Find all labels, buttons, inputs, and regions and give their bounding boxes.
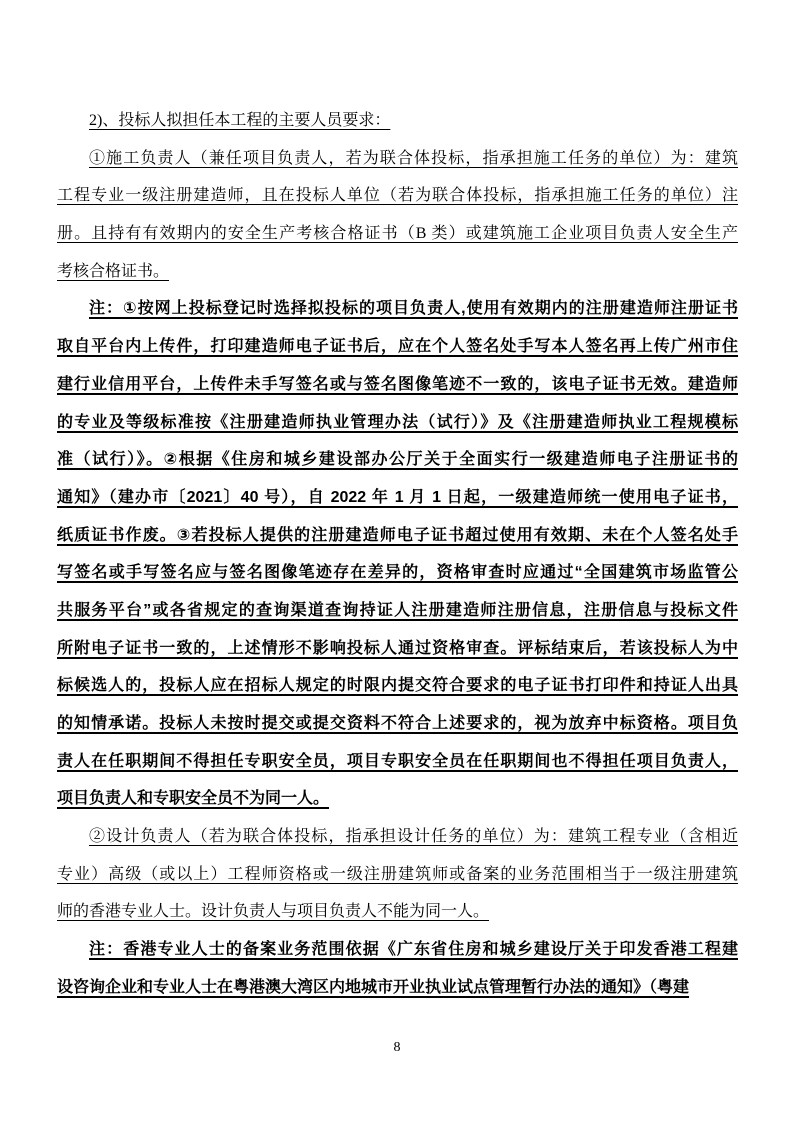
text-line: 通知》（建办市〔2021〕40 号），自 2022 年 1 月 1 日起，一级建造师统一使用电子证书， <box>57 488 738 506</box>
text-line: 考核合格证书。 <box>57 262 170 280</box>
text-line: 标候选人的，投标人应在招标人规定的时限内提交符合要求的电子证书打印件和持证人出具 <box>57 677 738 695</box>
text-line: 册。且持有有效期内的安全生产考核合格证书（B 类）或建筑施工企业项目负责人安全生产 <box>57 225 738 243</box>
text-line: 建行业信用平台，上传件未手写签名或与签名图像笔迹不一致的，该电子证书无效。建造师 <box>57 375 738 393</box>
page-number: 8 <box>393 1040 401 1055</box>
text-line: 注：①按网上投标登记时选择拟投标的项目负责人,使用有效期内的注册建造师注册证书 <box>89 300 738 318</box>
paragraph-personnel-requirements-heading <box>57 102 738 140</box>
paragraph-construction-leader-requirement <box>57 140 738 291</box>
text-line: 写签名或手写签名应与签名图像笔迹存在差异的，资格审查时应通过“全国建筑市场监管公 <box>57 564 738 582</box>
text-line: 工程专业一级注册建造师，且在投标人单位（若为联合体投标，指承担施工任务的单位）注 <box>57 187 738 205</box>
text-line: ②设计负责人（若为联合体投标，指承担设计任务的单位）为：建筑工程专业（含相近 <box>89 828 738 846</box>
document-body <box>57 102 738 1007</box>
text-line: 的专业及等级标准按《注册建造师执业管理办法（试行）》及《注册建造师执业工程规模标 <box>57 413 738 431</box>
paragraph-construction-leader-note <box>57 290 738 818</box>
text-line: 取自平台内上传件，打印建造师电子证书后，应在个人签名处手写本人签名再上传广州市住 <box>57 338 738 356</box>
text-line: 2)、投标人拟担任本工程的主要人员要求： <box>89 112 391 129</box>
text-line: 所附电子证书一致的，上述情形不影响投标人通过资格审查。评标结束后，若该投标人为中 <box>57 639 738 657</box>
text-line: 设咨询企业和专业人士在粤港澳大湾区内地城市开业执业试点管理暂行办法的通知》（粤建 <box>57 978 690 996</box>
paragraph-hk-professional-note <box>57 931 738 1006</box>
text-line: 师的香港专业人士。设计负责人与项目负责人不能为同一人。 <box>57 903 490 921</box>
text-line: 项目负责人和专职安全员不为同一人。 <box>57 790 330 808</box>
page-footer <box>0 1038 794 1056</box>
text-line: 注：香港专业人士的备案业务范围依据《广东省住房和城乡建设厅关于印发香港工程建 <box>89 941 738 959</box>
text-line: 专业）高级（或以上）工程师资格或一级注册建筑师或备案的业务范围相当于一级注册建筑 <box>57 865 738 883</box>
text-line: 纸质证书作废。③若投标人提供的注册建造师电子证书超过使用有效期、未在个人签名处手 <box>57 526 738 544</box>
paragraph-design-leader-requirement <box>57 818 738 931</box>
text-line: 的知情承诺。投标人未按时提交或提交资料不符合上述要求的，视为放弃中标资格。项目负 <box>57 715 738 732</box>
text-line: 准（试行）》。②根据《住房和城乡建设部办公厅关于全面实行一级建造师电子注册证书的 <box>57 451 738 469</box>
text-line: 共服务平台”或各省规定的查询渠道查询持证人注册建造师注册信息，注册信息与投标文件 <box>57 601 738 619</box>
text-line: 责人在任职期间不得担任专职安全员，项目专职安全员在任职期间也不得担任项目负责人， <box>57 752 738 770</box>
text-line: ①施工负责人（兼任项目负责人，若为联合体投标，指承担施工任务的单位）为：建筑 <box>89 149 738 167</box>
